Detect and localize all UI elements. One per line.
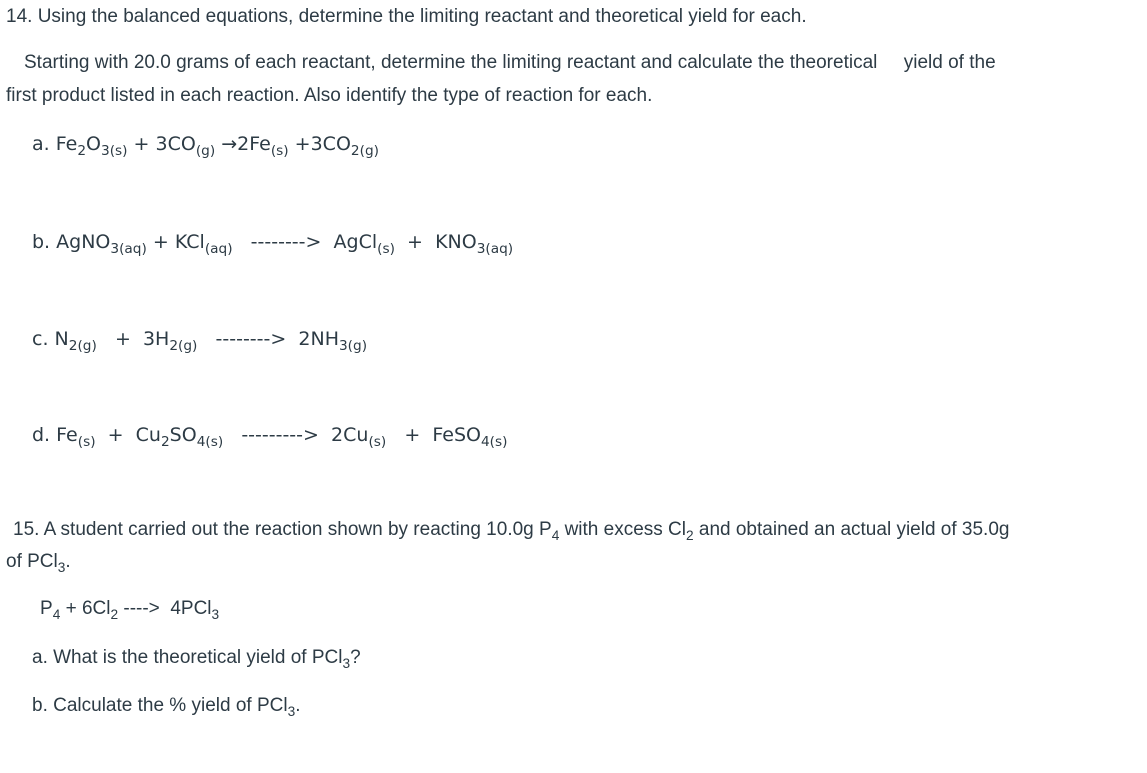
question-15-part-a: a. What is the theoretical yield of PCl$_3$? <box>32 647 361 671</box>
question-15-line-2: of PCl$_3$. <box>6 551 71 575</box>
equation-a-arrow: → <box>221 133 238 155</box>
equation-a <box>32 133 379 159</box>
q15-plus: + <box>65 598 77 619</box>
q15-reactant-1: $P_4$ <box>40 598 61 622</box>
equation-a-product-1: $2Fe_{(s)}$ <box>237 133 289 159</box>
equation-d-arrow: ---------> <box>241 424 319 446</box>
equation-d-product-2: FeSO$_{4(s)}$ <box>432 424 508 450</box>
equation-c <box>32 328 368 354</box>
question-15-line-1: 15. A student carried out the reaction shown by reacting 10.0g $P_4$ with excess $Cl_2$ and obtained an actual yield of 35.0g <box>13 519 1010 543</box>
equation-b-label: b. <box>32 231 51 253</box>
question-15-equation <box>40 598 219 621</box>
equation-d-reactant-2: $Cu_2SO_{4(s)}$ <box>135 424 224 450</box>
equation-b-reactant-1: AgNO$_{3(aq)}$ <box>56 231 147 257</box>
equation-a-reactant-2: $3CO_{(g)}$ <box>155 133 216 159</box>
equation-d-plus-1: + <box>107 424 124 446</box>
equation-c-product-1: $2NH_{3(g)}$ <box>298 328 368 354</box>
q15-product-1: 4PCl$_3$ <box>170 598 220 622</box>
equation-a-label: a. <box>32 133 50 155</box>
equation-a-plus-1: + <box>133 133 150 155</box>
equation-b-arrow: --------> <box>250 231 322 253</box>
equation-a-reactant-1: $Fe_2O_{3(s)}$ <box>55 133 128 159</box>
equation-c-reactant-1: $N_{2(g)}$ <box>54 328 97 354</box>
equation-b-product-2: $KNO_{3(aq)}$ <box>435 231 514 257</box>
equation-b <box>32 231 514 257</box>
q15-reactant-2: $6Cl_2$ <box>81 598 119 622</box>
equation-d <box>32 424 508 450</box>
question-14-intro-line-2: first product listed in each reaction. Also identify the type of reaction for each. <box>6 85 653 106</box>
equation-c-reactant-2: $3H_{2(g)}$ <box>142 328 198 354</box>
q15-arrow: ----> <box>123 598 160 619</box>
equation-d-product-1: $2Cu_{(s)}$ <box>331 424 387 450</box>
equation-b-product-1: AgCl$_{(s)}$ <box>333 231 395 257</box>
equation-b-plus-2: + <box>407 231 423 253</box>
equation-b-plus-1: + <box>152 231 169 253</box>
equation-d-label: d. <box>32 424 51 446</box>
equation-a-plus-2: + <box>294 133 311 155</box>
question-15-part-b: b. Calculate the % yield of PCl$_3$. <box>32 695 301 719</box>
equation-b-reactant-2: KCl$_{(aq)}$ <box>174 231 233 257</box>
equation-a-product-2: $3CO_{2(g)}$ <box>310 133 379 159</box>
equation-c-plus-1: + <box>114 328 131 350</box>
question-14-intro-line-1: Starting with 20.0 grams of each reactant, determine the limiting reactant and calculate the theoretical yield of the <box>24 52 996 73</box>
equation-c-arrow: --------> <box>215 328 287 350</box>
question-14-heading: 14. Using the balanced equations, determine the limiting reactant and theoretical yield for each. <box>6 6 807 27</box>
equation-c-label: c. <box>32 328 49 350</box>
equation-d-reactant-1: $Fe_{(s)}$ <box>56 424 96 450</box>
equation-d-plus-2: + <box>404 424 421 446</box>
